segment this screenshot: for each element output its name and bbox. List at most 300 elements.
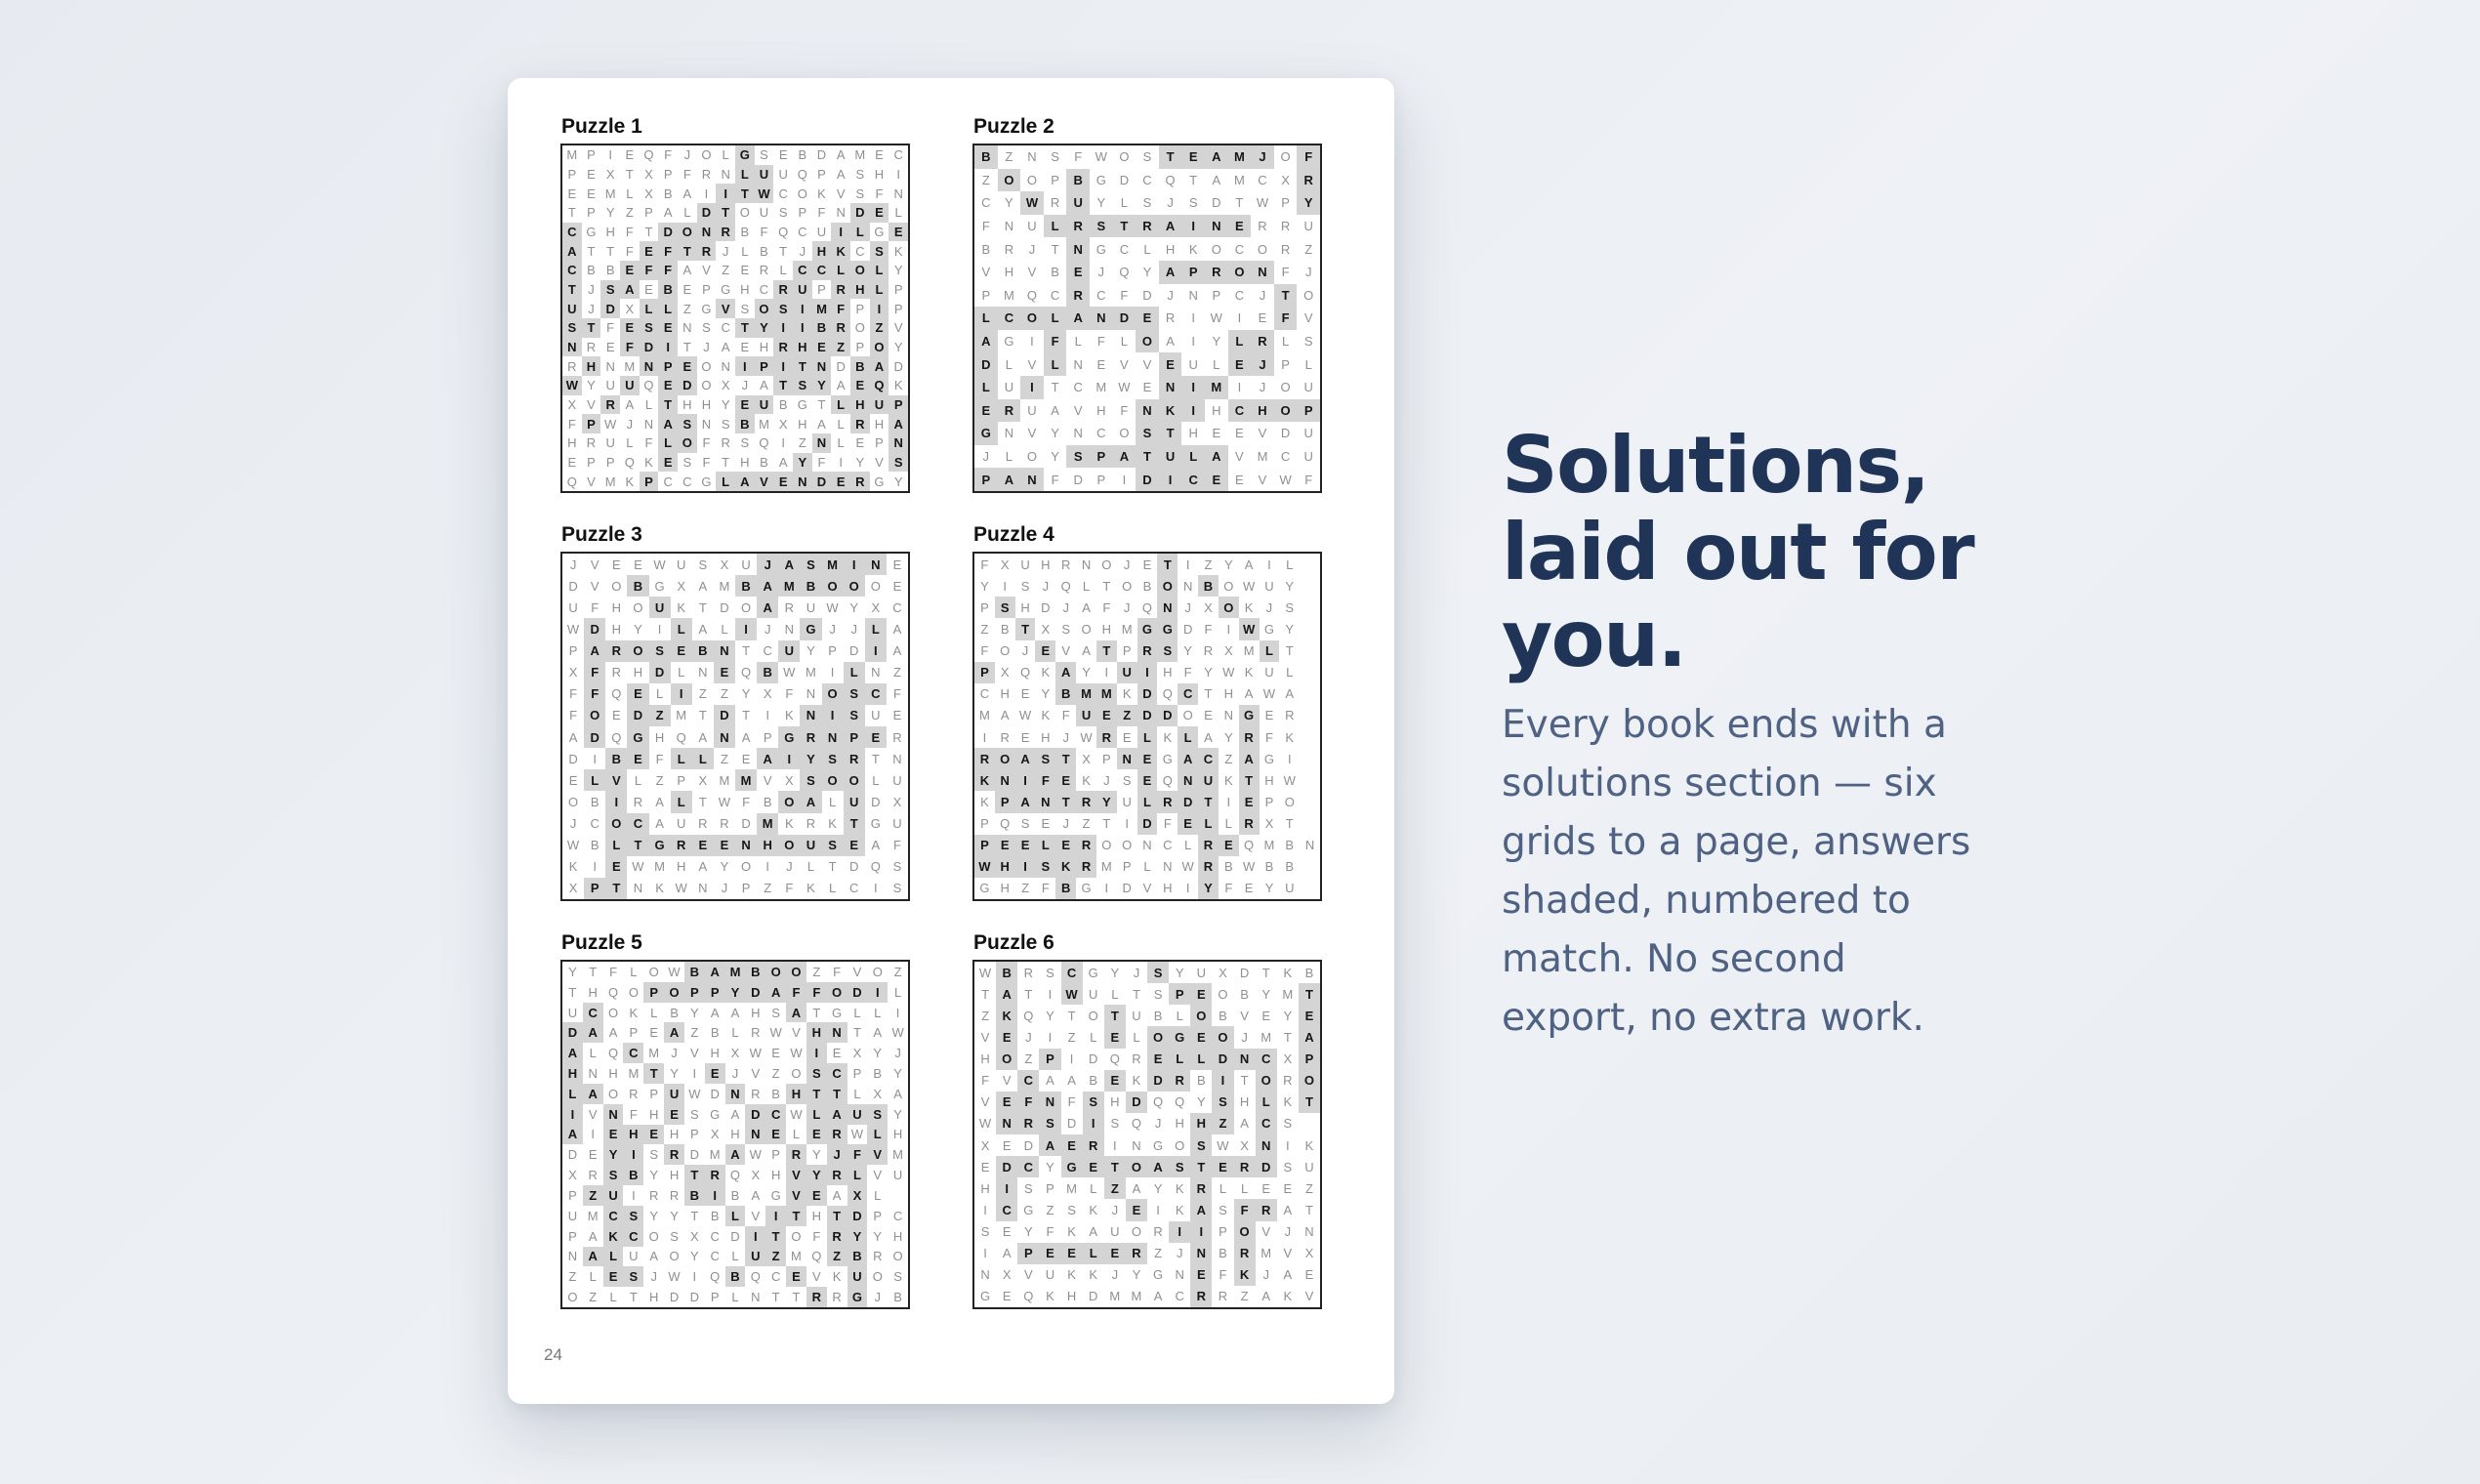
answer-letter-cell: I: [705, 1185, 725, 1206]
letter-cell: M: [566, 147, 578, 163]
answer-letter-cell: R: [1239, 813, 1260, 835]
letter-cell: A: [1153, 1289, 1163, 1304]
answer-letter-cell: E: [620, 318, 640, 338]
answer-letter-cell: A: [705, 962, 725, 982]
letter-cell: M: [1243, 643, 1255, 659]
letter-cell: S: [1051, 149, 1059, 165]
letter-cell: P: [771, 1147, 780, 1163]
letter-cell: L: [741, 243, 749, 259]
answer-letter-cell: R: [773, 338, 793, 357]
letter-cell: I: [765, 859, 769, 875]
answer-letter-cell: H: [806, 1022, 827, 1043]
answer-letter-cell: C: [1228, 399, 1252, 423]
letter-cell: S: [1219, 1202, 1227, 1217]
answer-letter-cell: O: [1126, 1156, 1147, 1177]
letter-cell: Q: [759, 435, 769, 451]
letter-cell: O: [797, 186, 807, 201]
letter-cell: L: [894, 205, 902, 221]
answer-letter-cell: T: [605, 878, 627, 899]
answer-letter-cell: R: [773, 280, 793, 300]
letter-cell: S: [1283, 1116, 1293, 1132]
letter-cell: C: [721, 320, 730, 336]
letter-cell: D: [1041, 599, 1051, 615]
letter-cell: T: [1024, 986, 1033, 1002]
description-line: shaded, numbered to: [1502, 879, 1911, 923]
letter-cell: L: [1090, 1029, 1097, 1045]
letter-cell: G: [870, 816, 881, 832]
answer-letter-cell: S: [844, 683, 865, 705]
letter-cell: V: [836, 186, 846, 201]
answer-letter-cell: T: [1274, 284, 1298, 308]
letter-cell: E: [625, 147, 635, 163]
letter-cell: I: [704, 186, 709, 201]
letter-cell: I: [1030, 334, 1034, 350]
answer-letter-cell: L: [1044, 307, 1067, 330]
letter-cell: W: [653, 556, 666, 572]
letter-cell: Y: [1005, 195, 1013, 211]
answer-letter-cell: E: [643, 1125, 664, 1145]
letter-cell: J: [1021, 643, 1029, 659]
letter-cell: N: [1163, 859, 1173, 875]
answer-letter-cell: N: [1159, 376, 1182, 399]
letter-cell: C: [1142, 172, 1152, 187]
letter-cell: X: [644, 186, 653, 201]
letter-cell: Z: [1154, 1246, 1163, 1261]
letter-cell: P: [980, 816, 989, 832]
answer-letter-cell: I: [1015, 856, 1036, 878]
letter-cell: E: [740, 339, 750, 354]
answer-letter-cell: P: [1299, 1049, 1320, 1070]
letter-cell: C: [682, 474, 692, 489]
answer-letter-cell: A: [583, 1022, 603, 1043]
answer-letter-cell: L: [850, 223, 870, 242]
answer-letter-cell: P: [684, 982, 705, 1003]
letter-cell: Y: [1082, 665, 1091, 680]
letter-cell: R: [1218, 1289, 1228, 1304]
letter-cell: S: [1020, 816, 1030, 832]
letter-cell: G: [1263, 621, 1274, 637]
letter-cell: I: [1185, 556, 1190, 572]
letter-cell: X: [763, 686, 772, 702]
letter-cell: G: [710, 1106, 721, 1122]
answer-letter-cell: R: [1198, 856, 1219, 878]
letter-cell: S: [682, 454, 692, 470]
letter-cell: R: [629, 1086, 639, 1101]
letter-cell: A: [721, 339, 730, 354]
letter-cell: E: [1283, 1180, 1293, 1196]
letter-cell: U: [567, 1208, 578, 1223]
letter-cell: A: [1240, 1116, 1249, 1132]
letter-cell: Q: [1023, 1289, 1034, 1304]
letter-cell: V: [1061, 643, 1071, 659]
letter-cell: J: [764, 621, 771, 637]
letter-cell: H: [676, 859, 686, 875]
answer-letter-cell: L: [1198, 813, 1219, 835]
letter-cell: F: [1304, 472, 1313, 487]
answer-letter-cell: L: [831, 395, 850, 415]
answer-letter-cell: O: [870, 338, 889, 357]
letter-cell: E: [1041, 816, 1051, 832]
letter-cell: I: [1237, 310, 1242, 326]
letter-cell: V: [1120, 356, 1129, 372]
answer-letter-cell: N: [812, 356, 832, 376]
letter-cell: A: [893, 1086, 902, 1101]
letter-cell: S: [1283, 1159, 1293, 1175]
letter-cell: X: [1041, 621, 1051, 637]
answer-letter-cell: N: [1190, 1243, 1212, 1264]
letter-cell: W: [718, 794, 731, 809]
letter-cell: Q: [1000, 816, 1011, 832]
answer-letter-cell: L: [716, 472, 735, 491]
letter-cell: V: [1235, 449, 1244, 465]
letter-cell: T: [698, 794, 707, 809]
letter-cell: R: [633, 794, 643, 809]
letter-cell: R: [669, 1187, 680, 1203]
letter-cell: Q: [870, 859, 881, 875]
letter-cell: Z: [1304, 1180, 1313, 1196]
letter-cell: C: [798, 224, 807, 239]
letter-cell: L: [837, 416, 845, 432]
letter-cell: K: [1041, 665, 1051, 680]
letter-cell: B: [1223, 859, 1233, 875]
letter-cell: L: [874, 1005, 882, 1020]
letter-cell: T: [828, 859, 837, 875]
letter-cell: Z: [589, 1290, 598, 1305]
letter-cell: G: [701, 301, 712, 316]
letter-cell: [1300, 769, 1320, 791]
letter-cell: G: [1095, 241, 1106, 257]
letter-cell: P: [1212, 287, 1221, 303]
letter-cell: F: [1120, 287, 1129, 303]
letter-cell: U: [1303, 219, 1313, 234]
letter-cell: Y: [1051, 449, 1059, 465]
letter-cell: T: [1283, 1029, 1292, 1045]
letter-cell: J: [703, 339, 710, 354]
letter-cell: X: [1204, 599, 1213, 615]
puzzle-6: [972, 931, 1322, 1309]
answer-letter-cell: H: [757, 835, 778, 856]
letter-cell: Y: [893, 339, 903, 354]
answer-letter-cell: O: [678, 433, 697, 453]
answer-letter-cell: N: [603, 1104, 624, 1125]
answer-letter-cell: W: [755, 184, 774, 203]
letter-cell: H: [1066, 1289, 1077, 1304]
letter-cell: T: [644, 224, 653, 239]
letter-cell: O: [1284, 794, 1295, 809]
answer-letter-cell: I: [735, 356, 755, 376]
letter-cell: C: [770, 1269, 781, 1285]
letter-cell: F: [655, 751, 664, 766]
description-line: match. No second: [1502, 937, 1846, 981]
letter-cell: H: [1264, 772, 1274, 788]
answer-letter-cell: E: [603, 1266, 624, 1287]
answer-letter-cell: E: [1178, 813, 1198, 835]
letter-cell: F: [892, 686, 901, 702]
letter-cell: L: [1005, 449, 1013, 465]
answer-letter-cell: D: [584, 726, 605, 748]
letter-cell: I: [632, 1187, 636, 1203]
letter-cell: P: [605, 454, 615, 470]
answer-letter-cell: C: [623, 1226, 643, 1247]
letter-cell: M: [719, 772, 730, 788]
letter-cell: M: [709, 1147, 721, 1163]
letter-cell: M: [854, 147, 866, 163]
answer-letter-cell: T: [844, 813, 865, 835]
answer-letter-cell: I: [1083, 1113, 1104, 1134]
letter-cell: J: [1123, 556, 1131, 572]
answer-letter-cell: T: [562, 280, 582, 300]
answer-letter-cell: A: [889, 414, 908, 433]
letter-cell: E: [855, 435, 865, 451]
answer-letter-cell: T: [1136, 445, 1159, 469]
answer-letter-cell: I: [605, 791, 627, 812]
answer-letter-cell: E: [658, 318, 678, 338]
letter-cell: K: [1132, 1073, 1141, 1089]
letter-cell: F: [785, 881, 794, 896]
answer-letter-cell: N: [1251, 261, 1274, 284]
letter-cell: B: [730, 1187, 740, 1203]
letter-cell: [1300, 640, 1320, 662]
letter-cell: I: [1048, 1029, 1053, 1045]
letter-cell: B: [1000, 621, 1010, 637]
letter-cell: N: [836, 205, 846, 221]
letter-cell: L: [1005, 356, 1013, 372]
answer-letter-cell: B: [627, 575, 648, 597]
answer-letter-cell: L: [870, 280, 889, 300]
answer-letter-cell: C: [996, 1199, 1017, 1220]
letter-cell: L: [626, 186, 634, 201]
letter-cell: J: [722, 243, 729, 259]
letter-cell: T: [1102, 816, 1111, 832]
letter-cell: B: [670, 1005, 679, 1020]
letter-cell: Q: [607, 984, 619, 1000]
letter-cell: W: [668, 1269, 681, 1285]
letter-cell: T: [981, 986, 990, 1002]
answer-letter-cell: L: [605, 835, 627, 856]
answer-letter-cell: A: [1299, 1026, 1320, 1048]
letter-cell: N: [1304, 1224, 1314, 1240]
answer-letter-cell: A: [757, 597, 778, 618]
answer-letter-cell: T: [582, 318, 601, 338]
letter-cell: Z: [1005, 149, 1013, 165]
answer-letter-cell: R: [697, 241, 717, 261]
letter-cell: A: [682, 263, 692, 278]
letter-cell: Q: [1026, 287, 1038, 303]
letter-cell: A: [892, 621, 902, 637]
letter-cell: U: [605, 435, 615, 451]
letter-cell: Z: [720, 686, 728, 702]
letter-cell: C: [763, 643, 772, 659]
answer-letter-cell: N: [725, 1084, 746, 1104]
letter-cell: N: [633, 881, 643, 896]
letter-cell: J: [982, 449, 990, 465]
letter-cell: E: [1258, 310, 1267, 326]
letter-cell: T: [1285, 816, 1294, 832]
answer-letter-cell: C: [603, 1206, 624, 1226]
answer-letter-cell: R: [1234, 1243, 1256, 1264]
letter-cell: I: [593, 859, 597, 875]
answer-letter-cell: L: [671, 791, 692, 812]
letter-cell: E: [682, 281, 692, 297]
letter-cell: Y: [634, 621, 642, 637]
letter-cell: M: [759, 416, 769, 432]
letter-cell: K: [1283, 1094, 1293, 1110]
letter-cell: W: [1018, 708, 1032, 723]
answer-letter-cell: A: [757, 575, 778, 597]
letter-cell: I: [839, 454, 843, 470]
letter-cell: N: [721, 166, 730, 182]
letter-cell: Y: [1096, 195, 1106, 211]
answer-letter-cell: S: [603, 1165, 624, 1185]
letter-cell: P: [741, 881, 751, 896]
letter-cell: A: [817, 416, 826, 432]
letter-cell: W: [749, 1147, 762, 1163]
letter-cell: Y: [1285, 621, 1295, 637]
answer-letter-cell: E: [1104, 1243, 1126, 1264]
answer-letter-cell: A: [725, 1144, 746, 1165]
letter-cell: K: [1223, 772, 1233, 788]
letter-cell: N: [1188, 287, 1198, 303]
letter-cell: F: [875, 186, 884, 201]
letter-cell: F: [980, 556, 989, 572]
answer-letter-cell: R: [1205, 261, 1228, 284]
answer-letter-cell: C: [998, 307, 1021, 330]
answer-letter-cell: P: [1169, 983, 1190, 1005]
letter-cell: P: [1051, 172, 1059, 187]
letter-cell: E: [892, 556, 902, 572]
letter-cell: O: [1122, 838, 1133, 853]
letter-cell: B: [710, 1025, 720, 1041]
letter-cell: D: [893, 358, 903, 374]
answer-letter-cell: Z: [765, 1247, 786, 1267]
answer-letter-cell: A: [1205, 445, 1228, 469]
letter-cell: C: [710, 1228, 720, 1244]
answer-letter-cell: G: [1157, 618, 1178, 639]
description-line: export, no extra work.: [1502, 996, 1924, 1040]
letter-cell: X: [1219, 965, 1227, 980]
answer-letter-cell: G: [1239, 705, 1260, 726]
letter-cell: H: [611, 599, 621, 615]
answer-letter-cell: H: [562, 1063, 583, 1084]
letter-cell: A: [730, 1005, 740, 1020]
answer-letter-cell: S: [889, 453, 908, 473]
letter-cell: N: [751, 1290, 761, 1305]
answer-letter-cell: T: [1104, 1156, 1126, 1177]
letter-cell: P: [817, 281, 826, 297]
answer-letter-cell: O: [1274, 399, 1298, 423]
letter-cell: L: [1213, 356, 1220, 372]
letter-cell: D: [1023, 1137, 1033, 1153]
answer-letter-cell: F: [806, 982, 827, 1003]
letter-cell: D: [871, 794, 881, 809]
answer-letter-cell: O: [627, 640, 648, 662]
letter-cell: P: [587, 454, 596, 470]
answer-letter-cell: S: [623, 1206, 643, 1226]
letter-cell: H: [874, 416, 885, 432]
letter-cell: T: [1067, 1008, 1076, 1023]
answer-letter-cell: O: [1147, 1026, 1169, 1048]
letter-cell: Y: [721, 396, 730, 412]
letter-cell: W: [1210, 310, 1222, 326]
letter-cell: Y: [649, 1208, 659, 1223]
answer-letter-cell: F: [1035, 769, 1055, 791]
letter-cell: S: [670, 1228, 679, 1244]
letter-cell: J: [1259, 380, 1266, 395]
letter-cell: H: [1041, 729, 1051, 745]
letter-cell: M: [587, 1208, 599, 1223]
answer-letter-cell: J: [827, 1144, 847, 1165]
letter-cell: X: [1281, 172, 1290, 187]
answer-letter-cell: C: [827, 1063, 847, 1084]
answer-letter-cell: I: [793, 318, 812, 338]
letter-cell: E: [741, 751, 751, 766]
letter-cell: E: [567, 454, 577, 470]
letter-cell: P: [568, 1228, 577, 1244]
answer-letter-cell: Z: [1117, 705, 1137, 726]
letter-cell: I: [1191, 310, 1195, 326]
answer-letter-cell: O: [664, 982, 684, 1003]
letter-cell: U: [1188, 356, 1198, 372]
solutions-page: [508, 78, 1394, 1404]
letter-cell: A: [730, 1106, 740, 1122]
letter-cell: I: [1191, 334, 1195, 350]
answer-letter-cell: O: [786, 962, 806, 982]
letter-cell: E: [587, 166, 596, 182]
letter-cell: L: [828, 881, 837, 896]
answer-letter-cell: L: [1083, 1243, 1104, 1264]
letter-cell: L: [779, 263, 787, 278]
answer-letter-cell: O: [827, 982, 847, 1003]
letter-cell: L: [1074, 334, 1082, 350]
letter-cell: E: [588, 1147, 598, 1163]
answer-letter-cell: F: [847, 1144, 868, 1165]
letter-cell: H: [740, 454, 750, 470]
puzzle-1: [560, 115, 910, 493]
answer-letter-cell: N: [745, 1125, 765, 1145]
answer-letter-cell: I: [865, 640, 887, 662]
letter-cell: F: [980, 643, 989, 659]
answer-letter-cell: Z: [649, 705, 671, 726]
letter-cell: V: [1027, 426, 1037, 441]
letter-cell: C: [759, 281, 769, 297]
answer-letter-cell: V: [786, 1185, 806, 1206]
letter-cell: Q: [643, 378, 654, 393]
answer-letter-cell: Y: [725, 982, 746, 1003]
answer-letter-cell: L: [1190, 1049, 1212, 1070]
answer-letter-cell: K: [831, 241, 850, 261]
answer-letter-cell: E: [1299, 1005, 1320, 1026]
letter-cell: E: [634, 556, 642, 572]
letter-cell: P: [893, 301, 903, 316]
answer-letter-cell: E: [1104, 1026, 1126, 1048]
letter-cell: B: [981, 241, 991, 257]
letter-cell: R: [1000, 729, 1010, 745]
letter-cell: F: [625, 243, 634, 259]
answer-letter-cell: L: [658, 299, 678, 318]
letter-cell: K: [1175, 1202, 1184, 1217]
letter-cell: W: [891, 1025, 904, 1041]
answer-letter-cell: L: [847, 1165, 868, 1185]
letter-cell: I: [1048, 986, 1053, 1002]
letter-cell: H: [649, 1106, 659, 1122]
answer-letter-cell: O: [844, 769, 865, 791]
answer-letter-cell: T: [643, 1063, 664, 1084]
letter-cell: R: [611, 665, 621, 680]
letter-cell: [1300, 683, 1320, 705]
letter-cell: F: [981, 219, 990, 234]
letter-cell: Z: [722, 263, 730, 278]
letter-cell: [1300, 856, 1320, 878]
